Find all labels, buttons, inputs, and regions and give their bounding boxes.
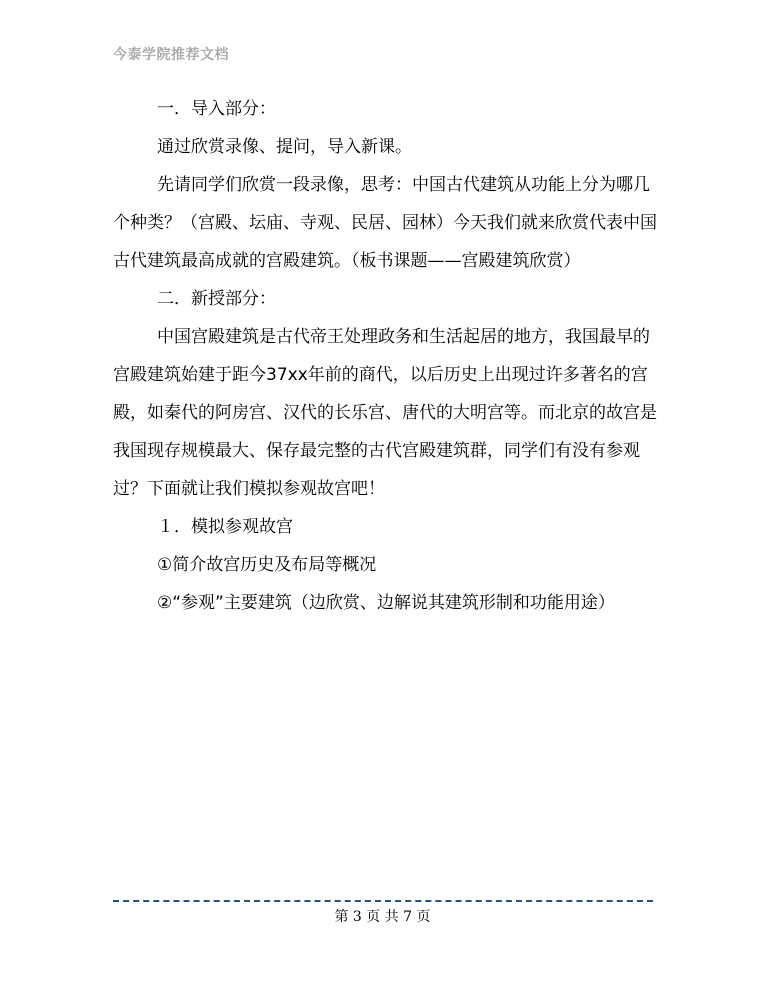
paragraph: 先请同学们欣赏一段录像，思考：中国古代建筑从功能上分为哪几个种类？（宫殿、坛庙、寺观、民居、园林）今天我们就来欣赏代表中国古代建筑最高成就的宫殿建筑。（板书课题——宫殿建筑欣赏）: [113, 175, 657, 271]
paragraph: 中国宫殿建筑是古代帝王处理政务和生活起居的地方，我国最早的宫殿建筑始建于距今37xx年前的商代，以后历史上出现过许多著名的宫殿，如秦代的阿房宫、汉代的长乐宫、唐代的大明宫等。而北京的故宫是我国现存规模最大、保存最完整的古代宫殿建筑群，同学们有没有参观过？下面就让我们模拟参观故宫吧！: [113, 327, 657, 499]
section-heading-new: 二．新授部分：: [157, 289, 276, 309]
document-body: [113, 90, 657, 622]
list-item: ②“参观”主要建筑（边欣赏、边解说其建筑形制和功能用途）: [157, 593, 615, 613]
document-header: 今泰学院推荐文档: [113, 47, 229, 63]
footer-divider: [113, 900, 653, 902]
paragraph: 通过欣赏录像、提问，导入新课。: [157, 137, 412, 157]
page-number: 第 3 页 共 7 页: [334, 909, 431, 925]
list-item: ①简介故宫历史及布局等概况: [157, 555, 377, 575]
subsection-heading: １．模拟参观故宫: [157, 517, 293, 537]
section-heading-intro: 一．导入部分：: [157, 99, 276, 119]
